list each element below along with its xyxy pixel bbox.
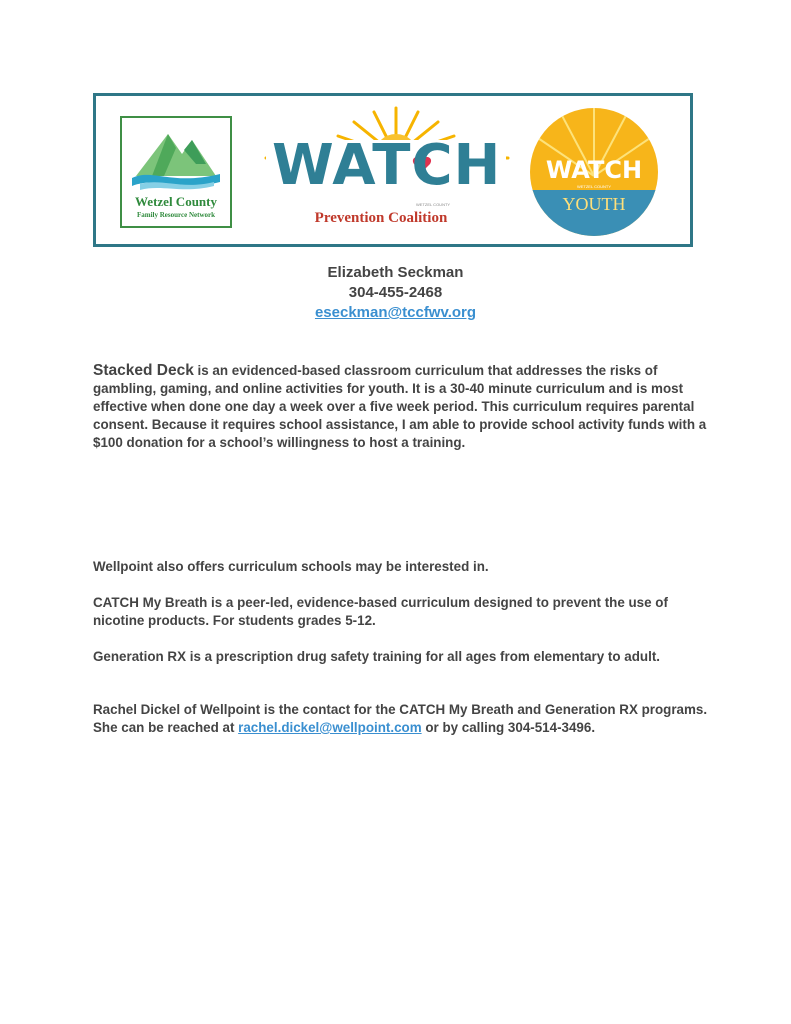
contact-phone: 304-455-2468 bbox=[348, 284, 443, 301]
wetzel-county-logo bbox=[120, 116, 232, 228]
contact-email-link[interactable]: eseckman@tccfwv.org bbox=[314, 304, 477, 321]
youth-logo-small-text: WETZEL COUNTY bbox=[576, 184, 612, 189]
rachel-text-before: Rachel Dickel of Wellpoint is the contact for the CATCH My Breath and Generation RX programs. She can be reached at bbox=[93, 702, 708, 735]
watch-logo-small-text: WETZEL COUNTY bbox=[416, 202, 451, 207]
stacked-deck-body: is an evidenced-based classroom curriculum that addresses the risks of gambling, gaming, and online activities for youth. It is a 30-40 minute curriculum and is most effective when done one day a week over a five week period. This curriculum requires parental consent. Because it requires school assistance, I am able to provide school activity funds with a $100 donation for a school’s willingness to host a training. bbox=[93, 363, 707, 450]
rachel-contact-paragraph bbox=[93, 701, 713, 737]
generation-rx-paragraph: Generation RX is a prescription drug safety training for all ages from elementary to adult. bbox=[93, 649, 660, 664]
header-logo-banner bbox=[93, 93, 693, 247]
watch-logo-word: WATCH bbox=[272, 133, 502, 198]
wetzel-logo-subtitle: Family Resource Network bbox=[136, 211, 216, 219]
youth-logo-word: WATCH bbox=[545, 156, 643, 184]
rachel-email-link[interactable]: rachel.dickel@wellpoint.com bbox=[238, 720, 422, 735]
watch-youth-logo bbox=[528, 106, 660, 238]
mountain-river-icon bbox=[122, 118, 230, 198]
stacked-deck-paragraph bbox=[93, 362, 713, 452]
contact-email-line bbox=[0, 304, 791, 321]
youth-logo-subtitle: YOUTH bbox=[562, 194, 626, 214]
stacked-deck-lead: Stacked Deck bbox=[93, 362, 194, 379]
watch-coalition-logo bbox=[246, 106, 516, 236]
catch-my-breath-paragraph: CATCH My Breath is a peer-led, evidence-based curriculum designed to prevent the use of nicotine products. For students grades 5-12. bbox=[93, 595, 668, 628]
rachel-text-after: or by calling 304-514-3496. bbox=[421, 720, 596, 735]
wellpoint-intro: Wellpoint also offers curriculum schools may be interested in. bbox=[93, 559, 489, 574]
contact-name: Elizabeth Seckman bbox=[327, 264, 464, 281]
wetzel-logo-name: Wetzel County bbox=[135, 194, 217, 209]
watch-logo-tagline: Prevention Coalition bbox=[314, 210, 448, 226]
